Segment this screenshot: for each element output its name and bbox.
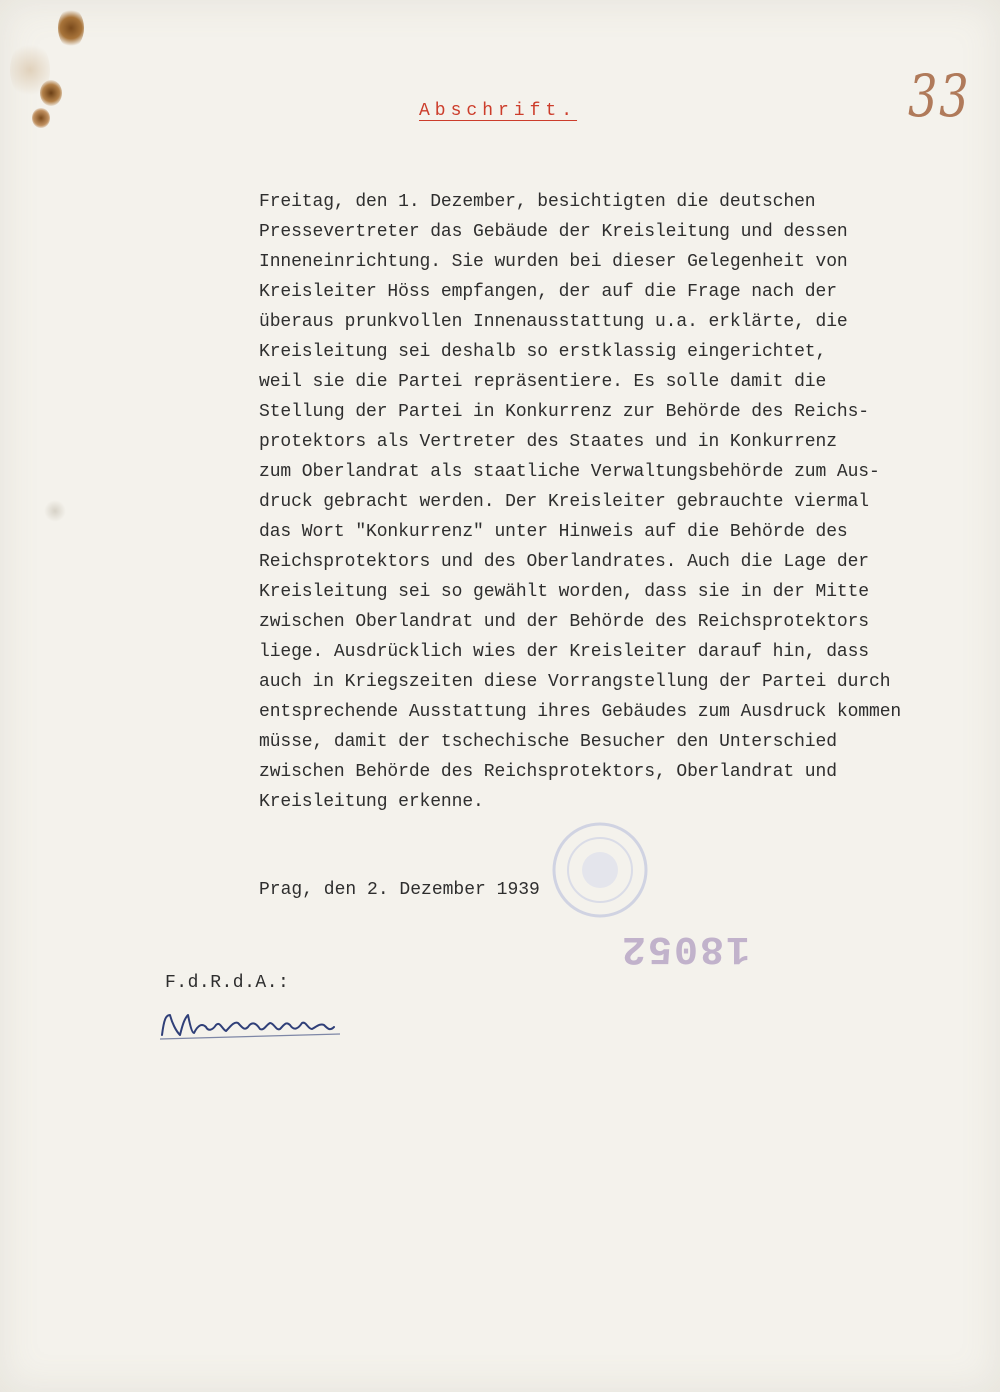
body-line: auch in Kriegszeiten diese Vorrangstellung der Partei durch — [259, 672, 891, 692]
body-line: Pressevertreter das Gebäude der Kreisleitung und dessen — [259, 222, 848, 242]
body-text — [259, 187, 989, 817]
stain-left-2 — [32, 108, 50, 128]
body-line: weil sie die Partei repräsentiere. Es solle damit die — [259, 372, 827, 392]
signature — [158, 1005, 348, 1045]
stain-left-3 — [10, 40, 50, 100]
body-line: Kreisleitung sei so gewählt worden, dass sie in der Mitte — [259, 582, 870, 602]
body-line: Stellung der Partei in Konkurrenz zur Behörde des Reichs- — [259, 402, 870, 422]
body-line: druck gebracht werden. Der Kreisleiter gebrauchte viermal — [259, 492, 870, 512]
body-line: zwischen Behörde des Reichsprotektors, Oberlandrat und — [259, 762, 837, 782]
document-title: Abschrift. — [419, 101, 578, 121]
place-date: Prag, den 2. Dezember 1939 — [259, 880, 540, 900]
body-line: liege. Ausdrücklich wies der Kreisleiter darauf hin, dass — [259, 642, 870, 662]
stain-top-left — [58, 8, 84, 48]
body-line: überaus prunkvollen Innenausstattung u.a. erklärte, die — [259, 312, 848, 332]
body-line: zum Oberlandrat als staatliche Verwaltungsbehörde zum Aus- — [259, 462, 880, 482]
body-line: müsse, damit der tschechische Besucher den Unterschied — [259, 732, 837, 752]
page-number: 33 — [908, 62, 971, 130]
punch-hole-mark — [44, 500, 66, 522]
body-line: Kreisleitung sei deshalb so erstklassig eingerichtet, — [259, 342, 827, 362]
body-line: protektors als Vertreter des Staates und in Konkurrenz — [259, 432, 837, 452]
body-line: Kreisleitung erkenne. — [259, 792, 484, 812]
round-stamp — [545, 815, 655, 925]
registry-number-stamp: 18052 — [620, 925, 751, 970]
body-line: Kreisleiter Höss empfangen, der auf die Frage nach der — [259, 282, 837, 302]
body-line: Reichsprotektors und des Oberlandrates. Auch die Lage der — [259, 552, 870, 572]
body-line: zwischen Oberlandrat und der Behörde des Reichsprotektors — [259, 612, 870, 632]
body-line: Inneneinrichtung. Sie wurden bei dieser Gelegenheit von — [259, 252, 848, 272]
signatory-label: F.d.R.d.A.: — [165, 973, 290, 993]
body-line: Freitag, den 1. Dezember, besichtigten die deutschen — [259, 192, 816, 212]
body-line: entsprechende Ausstattung ihres Gebäudes zum Ausdruck kommen — [259, 702, 902, 722]
body-line: das Wort "Konkurrenz" unter Hinweis auf die Behörde des — [259, 522, 848, 542]
